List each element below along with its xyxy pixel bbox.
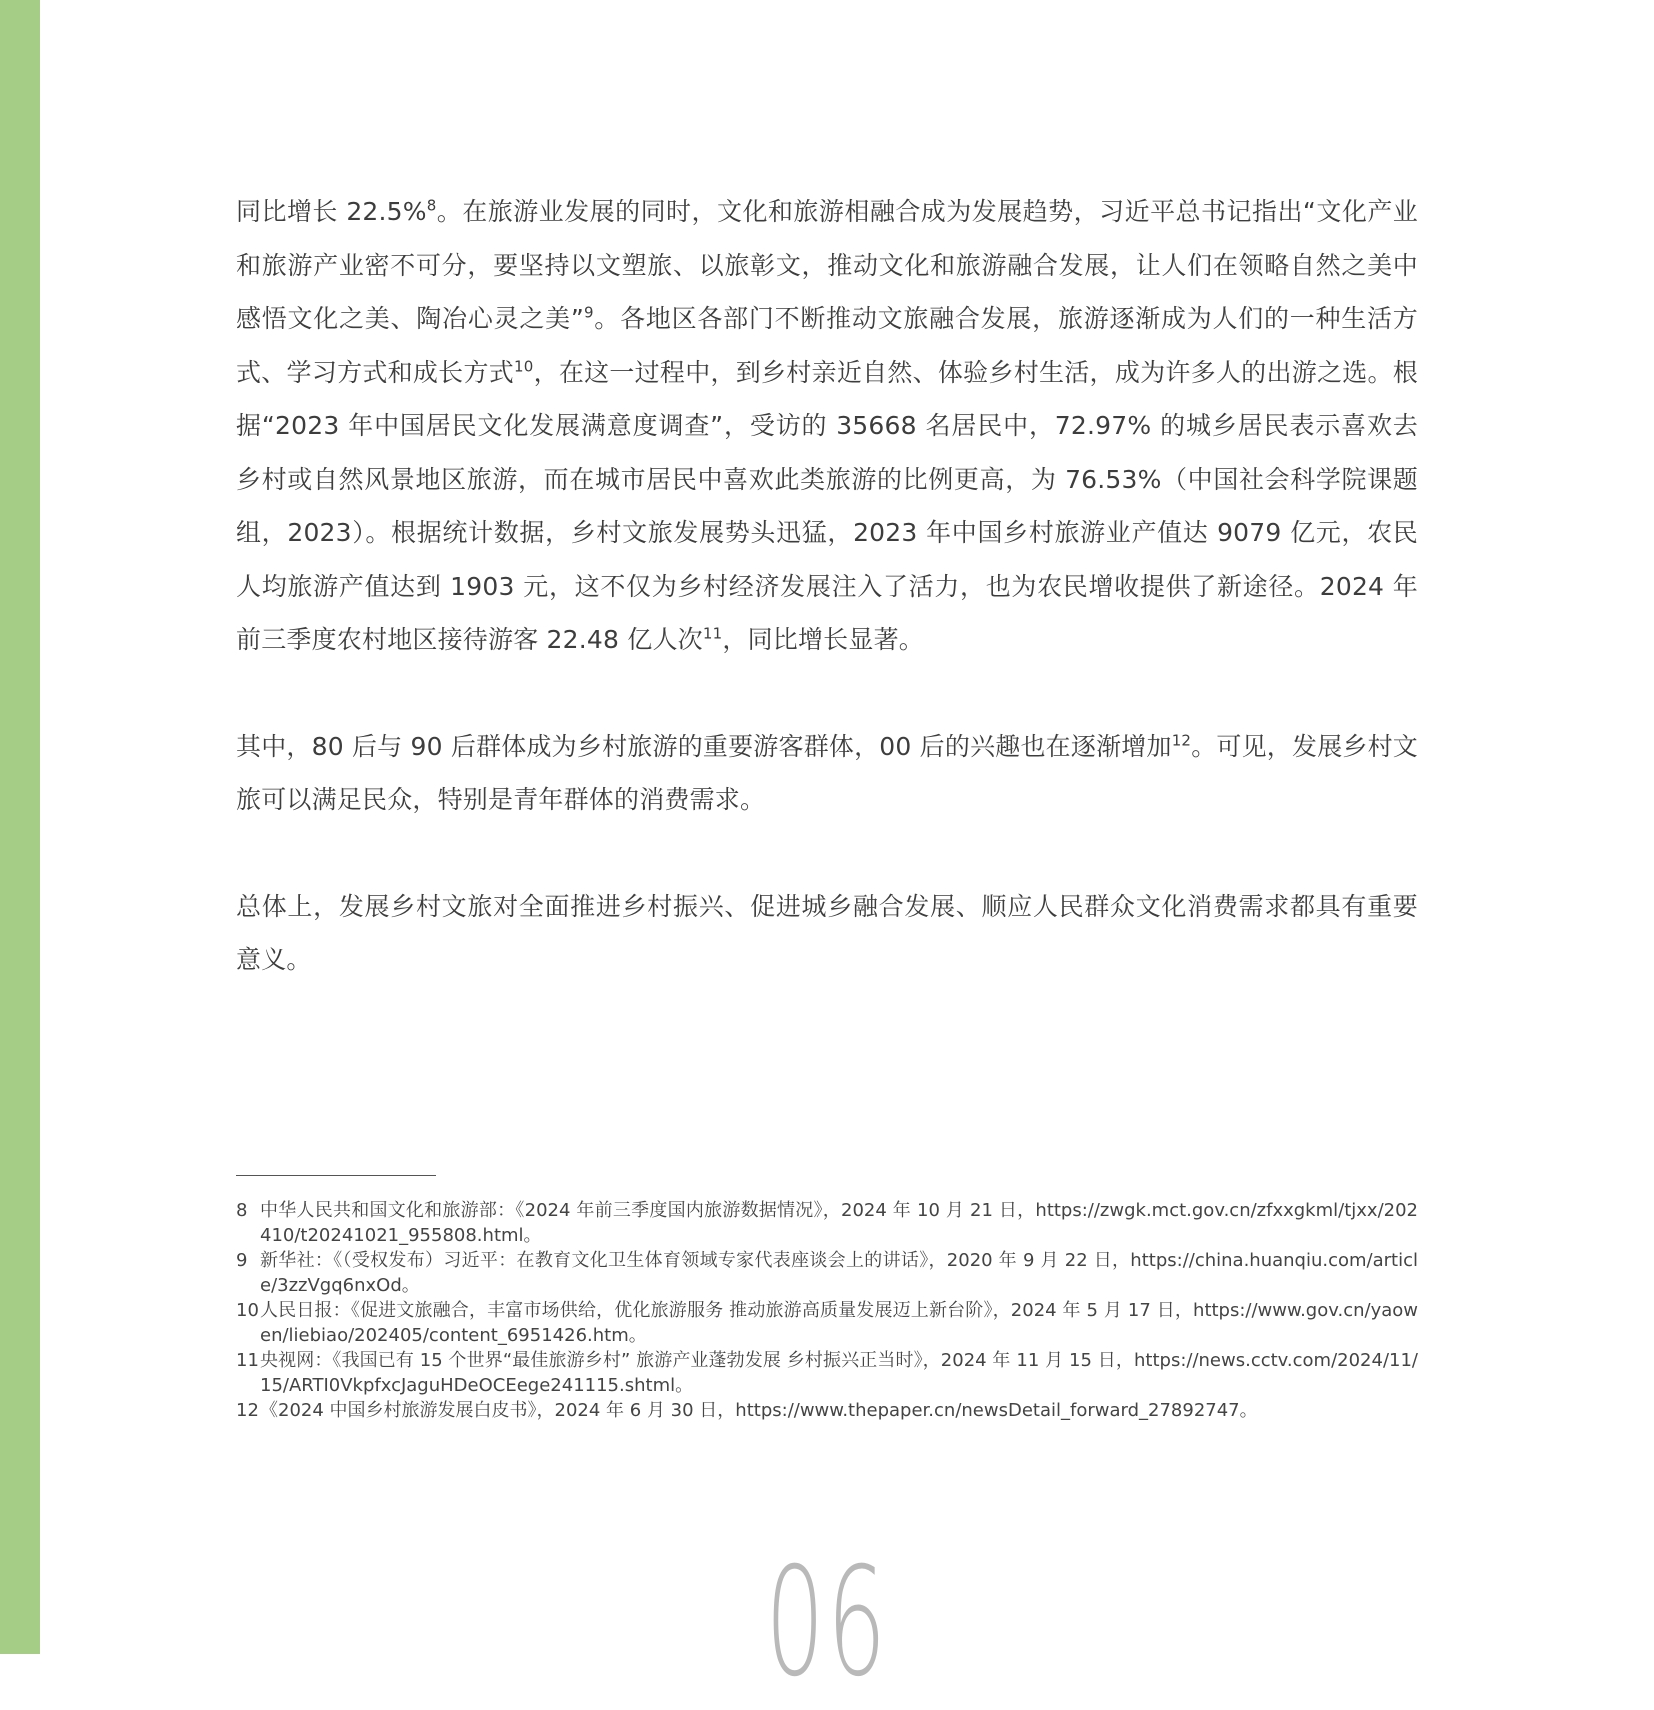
body-text: 同比增长 22.5% bbox=[236, 197, 427, 226]
footnote-number: 8 bbox=[236, 1200, 248, 1221]
footnotes bbox=[236, 1198, 1418, 1423]
footnote-10 bbox=[236, 1298, 1418, 1348]
footnote-12 bbox=[236, 1398, 1418, 1423]
footnote-number: 12 bbox=[236, 1400, 259, 1421]
body-text: 。在旅游业发展的同时，文化和旅游相融合成为发展趋势，习近平总书记指出“文化产业和旅游产业密不可分，要坚持以文塑旅、以旅彰文，推动文化和旅游融合发展，让人们在领略自然之美中感悟文化之美、陶冶心灵之美” bbox=[236, 197, 1418, 333]
footnote-8 bbox=[236, 1198, 1418, 1248]
footnote-number: 11 bbox=[236, 1350, 259, 1371]
footnote-number: 9 bbox=[236, 1250, 248, 1271]
footnote-ref-10[interactable]: 10 bbox=[514, 357, 534, 376]
body-text: 。可见，发展乡村文旅可以满足民众，特别是青年群体的消费需求。 bbox=[236, 731, 1419, 814]
footnote-text: 《2024 中国乡村旅游发展白皮书》，2024 年 6 月 30 日，https://www.thepaper.cn/newsDetail_forward_27892747。 bbox=[260, 1400, 1258, 1421]
footnote-ref-12[interactable]: 12 bbox=[1171, 731, 1192, 750]
body-paragraph-1 bbox=[236, 185, 1418, 667]
body-paragraph-3: 总体上，发展乡村文旅对全面推进乡村振兴、促进城乡融合发展、顺应人民群众文化消费需求都具有重要意义。 bbox=[236, 891, 1418, 974]
body-text: 。各地区各部门不断推动文旅融合发展，旅游逐渐成为人们的一种生活方式、学习方式和成长方式 bbox=[236, 304, 1418, 387]
body-text: ，在这一过程中，到乡村亲近自然、体验乡村生活，成为许多人的出游之选。根据“2023 年中国居民文化发展满意度调查”，受访的 35668 名居民中，72.97% 的城乡居民表示喜欢去乡村或自然风景地区旅游，而在城市居民中喜欢此类旅游的比例更高，为 76.53%（中国社会科学院课题组，2023）。根据统计数据，乡村文旅发展势头迅猛，2023 年中国乡村旅游业产值达 9079 亿元，农民人均旅游产值达到 1903 元，这不仅为乡村经济发展注入了活力，也为农民增收提供了新途径。2024 年前三季度农村地区接待游客 22.48 亿人次 bbox=[236, 357, 1418, 654]
footnote-ref-8[interactable]: 8 bbox=[426, 196, 437, 215]
footnote-number: 10 bbox=[236, 1300, 259, 1321]
left-accent-bar bbox=[0, 0, 40, 1654]
footnote-ref-11[interactable]: 11 bbox=[702, 624, 723, 643]
footnote-text: 央视网：《我国已有 15 个世界“最佳旅游乡村” 旅游产业蓬勃发展 乡村振兴正当时》，2024 年 11 月 15 日，https://news.cctv.com/2024/11/15/ARTI0VkpfxcJaguHDeOCEege241115.shtml。 bbox=[260, 1350, 1418, 1396]
footnote-text: 中华人民共和国文化和旅游部：《2024 年前三季度国内旅游数据情况》，2024 年 10 月 21 日，https://zwgk.mct.gov.cn/zfxxgkml/tjxx/202410/t20241021_955808.html。 bbox=[260, 1200, 1418, 1246]
main-content bbox=[236, 185, 1418, 1040]
footnote-ref-9[interactable]: 9 bbox=[584, 303, 594, 322]
footnote-divider bbox=[236, 1175, 436, 1176]
body-text: ，同比增长显著。 bbox=[722, 625, 924, 654]
footnote-11 bbox=[236, 1348, 1418, 1398]
body-paragraph-2 bbox=[236, 720, 1418, 827]
footnote-9 bbox=[236, 1248, 1418, 1298]
page-number: 06 bbox=[765, 1536, 889, 1710]
footnote-text: 新华社：《（受权发布）习近平：在教育文化卫生体育领域专家代表座谈会上的讲话》，2020 年 9 月 22 日，https://china.huanqiu.com/article/3zzVgq6nxOd。 bbox=[260, 1250, 1418, 1296]
footnote-text: 人民日报：《促进文旅融合，丰富市场供给，优化旅游服务 推动旅游高质量发展迈上新台阶》，2024 年 5 月 17 日，https://www.gov.cn/yaowen/liebiao/202405/content_6951426.htm。 bbox=[260, 1300, 1418, 1346]
body-text: 其中，80 后与 90 后群体成为乡村旅游的重要游客群体，00 后的兴趣也在逐渐增加 bbox=[236, 731, 1172, 761]
